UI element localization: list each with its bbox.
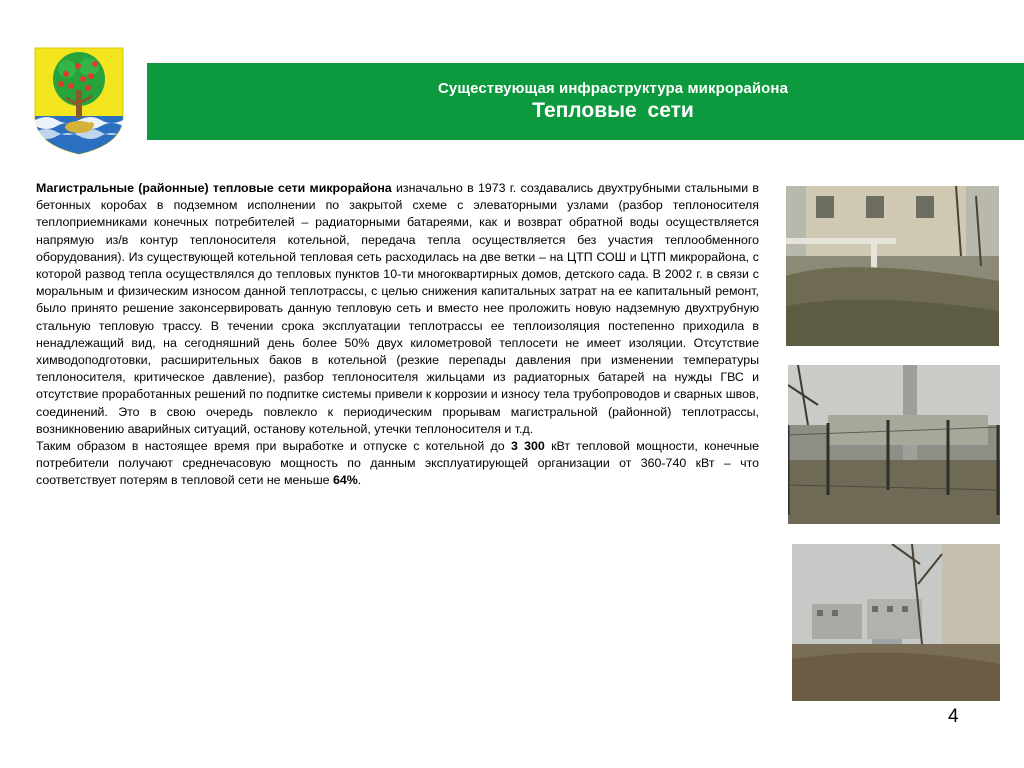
- page-number: 4: [948, 706, 959, 727]
- p2-c: кВт тепловой мощности, конечные потребители получают среднечасовую мощность по данным эксплуатирующей организации от 360-740 кВт – что соответствует потерям в тепловой сети не меньше: [36, 439, 759, 488]
- paragraph-2: [36, 438, 759, 490]
- p2-e: .: [357, 473, 362, 488]
- power-value: 3 300: [510, 439, 545, 454]
- loss-percent: 64%: [332, 473, 358, 488]
- photo-fence-yard: [788, 365, 1000, 524]
- photo-heating-pipe: [786, 186, 999, 346]
- p2-a: Таким образом в настоящее время при выработке и отпуске с котельной до: [36, 439, 511, 454]
- coat-of-arms-icon: [33, 46, 125, 156]
- header-banner: [147, 63, 1024, 140]
- page-title: Существующая инфраструктура микрорайона: [437, 80, 789, 97]
- paragraph-1: [36, 180, 759, 438]
- page-subtitle: Тепловые сети: [532, 99, 694, 122]
- intro-bold: Магистральные (районные) тепловые сети микрорайона: [36, 181, 392, 195]
- photo-street-buildings: [792, 544, 1000, 701]
- body-text: [36, 180, 759, 490]
- intro-text: изначально в 1973 г. создавались двухтрубными стальными в бетонных коробах в подземном исполнении по закрытой схеме с элеваторными узлами (разбор теплоносителя теплоприемниками конечных потребителей – радиаторными батареями, как и возврат обратной воды осуществляется напрямую из/в контур теплоносителя котельной, передача тепла осуществляется без участия теплообменного оборудования). Из существующей котельной тепловая сеть расходилась на две ветки – на ЦТП СОШ и ЦТП микрорайона, с которой развод тепла осуществлялся до тепловых пунктов 10-ти многоквартирных домов, детского сада. В 2002 г. в связи с моральным и физическим износом данной теплотрассы, с целью снижения капитальных затрат на ее капитальный ремонт, было принято решение законсервировать данную тепловую сеть и вместо нее проложить новую надземную двухтрубную стальную тепловую трассу. В течении срока эксплуатации теплотрассы ее теплоизоляция постепенно приходила в ненадлежащий вид, на сегодняшний день более 50% двух километровой теплосети не имеет изоляции. Отсутствие химводоподготовки, расширительных баков в котельной (резкие перепады давления при изменении температуры теплоносителя, критическое давление), разбор теплоносителя жильцами из радиаторных батарей на нужды ГВС и отсутствие проработанных решений по подпитке системы привели к коррозии и износу тела трубопроводов и сварных швов, соединений. Это в свою очередь повлекло к периодическим прорывам магистральной (районной) теплотрассы, возникновению аварийных ситуаций, останову котельной, утечки теплоносителя и т.д.: [36, 181, 759, 436]
